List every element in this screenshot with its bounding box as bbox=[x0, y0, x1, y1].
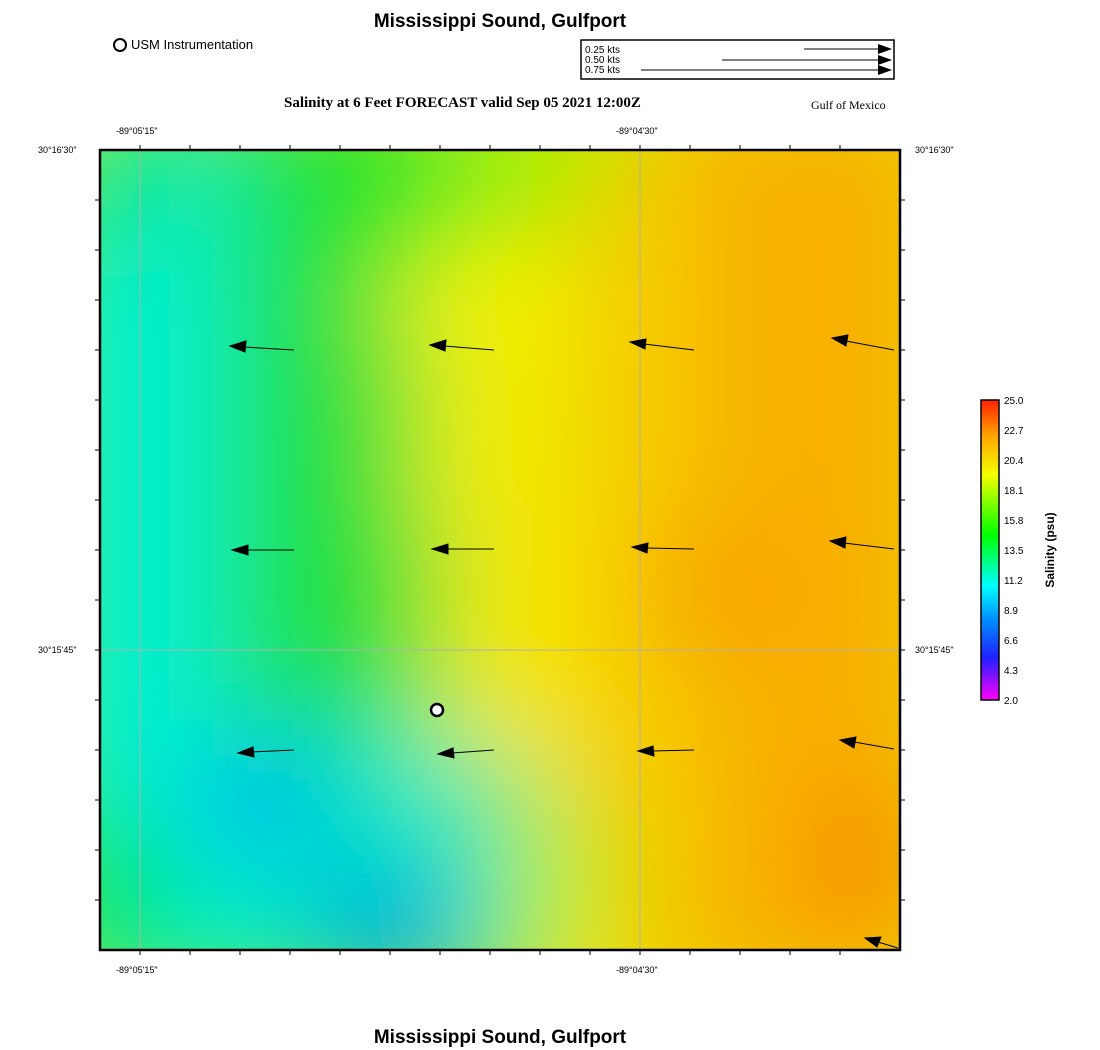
region-label: Gulf of Mexico bbox=[811, 98, 886, 112]
lon-label-bottom: -89°05'15" bbox=[116, 965, 158, 975]
station-marker[interactable] bbox=[431, 704, 443, 716]
salinity-map[interactable] bbox=[94, 145, 906, 955]
station-legend bbox=[113, 37, 253, 52]
current-speed-legend bbox=[580, 39, 898, 81]
colorbar-tick-label: 4.3 bbox=[1004, 666, 1018, 677]
colorbar-tick-label: 20.4 bbox=[1004, 456, 1024, 467]
map-title: Mississippi Sound, Gulfport bbox=[373, 11, 627, 32]
lat-label-right: 30°16'30" bbox=[915, 145, 954, 155]
colorbar-tick-label: 15.8 bbox=[1004, 516, 1024, 527]
colorbar-tick-label: 11.2 bbox=[1004, 576, 1023, 587]
footer-title: Mississippi Sound, Gulfport bbox=[373, 1027, 627, 1048]
lon-label-bottom: -89°04'30" bbox=[616, 965, 658, 975]
station-marker-icon bbox=[113, 38, 127, 52]
colorbar-tick-label: 18.1 bbox=[1004, 486, 1024, 497]
salinity-colorbar bbox=[975, 393, 1075, 709]
salinity-field bbox=[94, 145, 906, 955]
forecast-subtitle: Salinity at 6 Feet FORECAST valid Sep 05 2021 12:00Z bbox=[284, 95, 641, 111]
speed-legend-label: 0.25 kts bbox=[585, 45, 621, 56]
colorbar-tick-label: 2.0 bbox=[1004, 696, 1018, 707]
colorbar-tick-label: 25.0 bbox=[1004, 396, 1024, 407]
colorbar-tick-label: 13.5 bbox=[1004, 546, 1024, 557]
colorbar-gradient bbox=[981, 400, 999, 700]
lat-label-right: 30°15'45" bbox=[915, 645, 954, 655]
lat-label-left: 30°15'45" bbox=[38, 645, 77, 655]
speed-legend-label: 0.75 kts bbox=[585, 65, 621, 76]
station-legend-label: USM Instrumentation bbox=[131, 37, 254, 52]
colorbar-title: Salinity (psu) bbox=[1043, 512, 1057, 588]
lat-label-left: 30°16'30" bbox=[38, 145, 77, 155]
colorbar-tick-label: 6.6 bbox=[1004, 636, 1018, 647]
lon-label-top: -89°05'15" bbox=[116, 126, 158, 136]
lon-label-top: -89°04'30" bbox=[616, 126, 658, 136]
colorbar-tick-label: 8.9 bbox=[1004, 606, 1018, 617]
colorbar-tick-label: 22.7 bbox=[1004, 426, 1024, 437]
speed-legend-label: 0.50 kts bbox=[585, 55, 621, 66]
